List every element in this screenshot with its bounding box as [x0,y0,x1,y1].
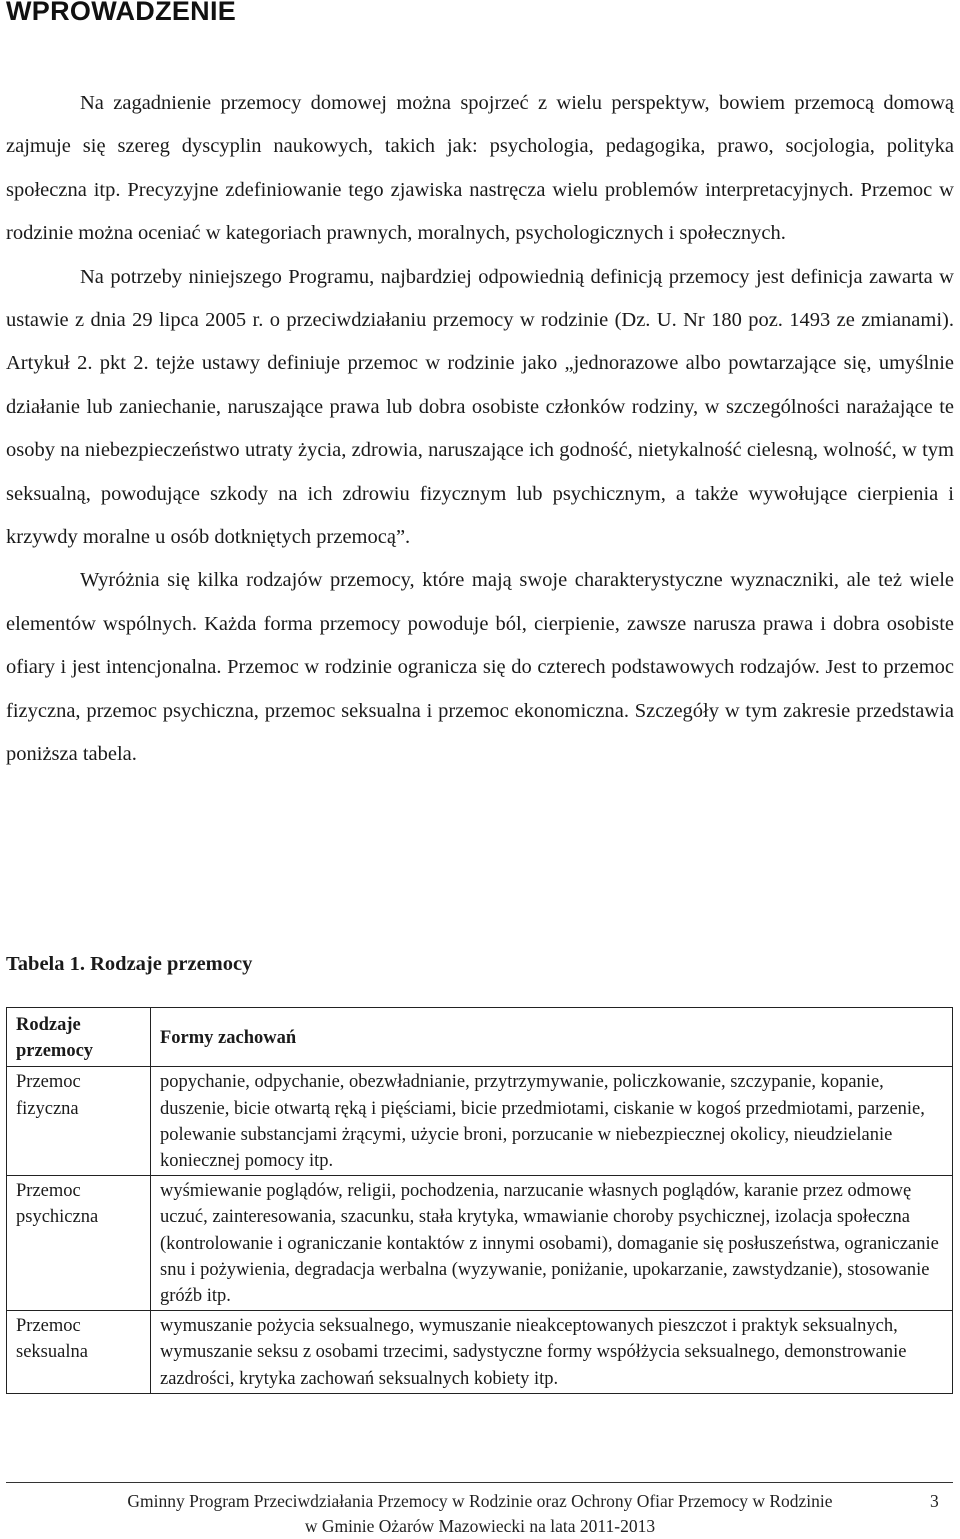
table-caption-title: Rodzaje przemocy [90,953,253,975]
page-heading: WPROWADZENIE [6,0,237,26]
paragraph-definition: Na potrzeby niniejszego Programu, najbardziej odpowiednią definicją przemocy jest definicja zawarta w ustawie z dnia 29 lipca 2005 r. o przeciwdziałaniu przemocy w rodzinie (Dz. U. Nr 180 poz. 1493 ze zmianami). Artykuł 2. pkt 2. tejże ustawy definiuje przemoc w rodzinie jako „jednorazowe albo powtarzające się, umyślnie działanie lub zaniechanie, naruszające prawa lub dobra osobiste członków rodziny, w szczególności narażające te osoby na niebezpieczeństwo utraty życia, zdrowia, naruszające ich godność, nietykalność cielesną, wolność, w tym seksualną, powodujące szkody na ich zdrowiu fizycznym lub psychicznym, a także wywołujące cierpienia i krzywdy moralne u osób dotkniętych przemocą”. [6,265,954,549]
row-physical-type: Przemoc fizyczna [7,1067,151,1176]
header-behavior-forms: Formy zachowań [151,1008,953,1067]
row-sexual-type: Przemoc seksualna [7,1311,151,1394]
violence-types-table [6,1007,953,1394]
row-physical-forms: popychanie, odpychanie, obezwładnianie, przytrzymywanie, policzkowanie, szczypanie, kopanie, duszenie, bicie otwartą ręką i pięściami, bicie przedmiotami, ciskanie w kogoś przedmiotami, parzenie, polewanie substancjami żrącymi, użycie broni, porzucanie w niebezpiecznej okolicy, nieudzielanie koniecznej pomocy itp. [151,1067,953,1176]
paragraph-intro: Na zagadnienie przemocy domowej można spojrzeć z wielu perspektyw, bowiem przemocą domową zajmuje się szereg dyscyplin naukowych, takich jak: psychologia, pedagogika, prawo, socjologia, polityka społeczna itp. Precyzyjne zdefiniowanie tego zjawiska nastręcza wielu problemów interpretacyjnych. Przemoc w rodzinie można oceniać w kategoriach prawnych, moralnych, psychologicznych i społecznych. [6,92,954,245]
row-psychological-type: Przemoc psychiczna [7,1176,151,1311]
table-header-row [7,1008,953,1067]
table-row [7,1176,953,1311]
table-caption [6,953,252,976]
table-row [7,1067,953,1176]
footer-line-2: w Gminie Ożarów Mazowiecki na lata 2011-2013 [304,1516,656,1536]
footer-line-1: Gminny Program Przeciwdziałania Przemocy w Rodzinie oraz Ochrony Ofiar Przemocy w Rodzinie [127,1491,833,1511]
footer-divider [6,1482,953,1483]
row-sexual-forms: wymuszanie pożycia seksualnego, wymuszanie nieakceptowanych pieszczot i praktyk seksualnych, wymuszanie seksu z osobami trzecimi, sadystyczne formy współżycia seksualnego, demonstrowanie zazdrości, krytyka zachowań seksualnych kobiety itp. [151,1311,953,1394]
table-row [7,1311,953,1394]
header-violence-type: Rodzaje przemocy [7,1008,151,1067]
paragraph-types: Wyróżnia się kilka rodzajów przemocy, które mają swoje charakterystyczne wyznaczniki, ale też wiele elementów wspólnych. Każda forma przemocy powoduje ból, cierpienie, zawsze narusza prawa i dobra osobiste ofiary i jest intencjonalna. Przemoc w rodzinie ogranicza się do czterech podstawowych rodzajów. Jest to przemoc fizyczna, przemoc psychiczna, przemoc seksualna i przemoc ekonomiczna. Szczegóły w tym zakresie przedstawia poniższa tabela. [6,569,954,766]
table-caption-label: Tabela 1. [6,953,85,975]
row-psychological-forms: wyśmiewanie poglądów, religii, pochodzenia, narzucanie własnych poglądów, karanie przez odmowę uczuć, zainteresowania, szacunku, stała krytyka, wmawianie choroby psychicznej, izolacja społeczna (kontrolowanie i ograniczanie kontaktów z innymi osobami), domaganie się posłuszeństwa, ograniczanie snu i pożywienia, degradacja werbalna (wyzywanie, poniżanie, upokarzanie, zawstydzanie), stosowanie gróźb itp. [151,1176,953,1311]
page-number: 3 [930,1491,939,1511]
footer-text [70,1489,890,1539]
body-text [6,82,954,777]
